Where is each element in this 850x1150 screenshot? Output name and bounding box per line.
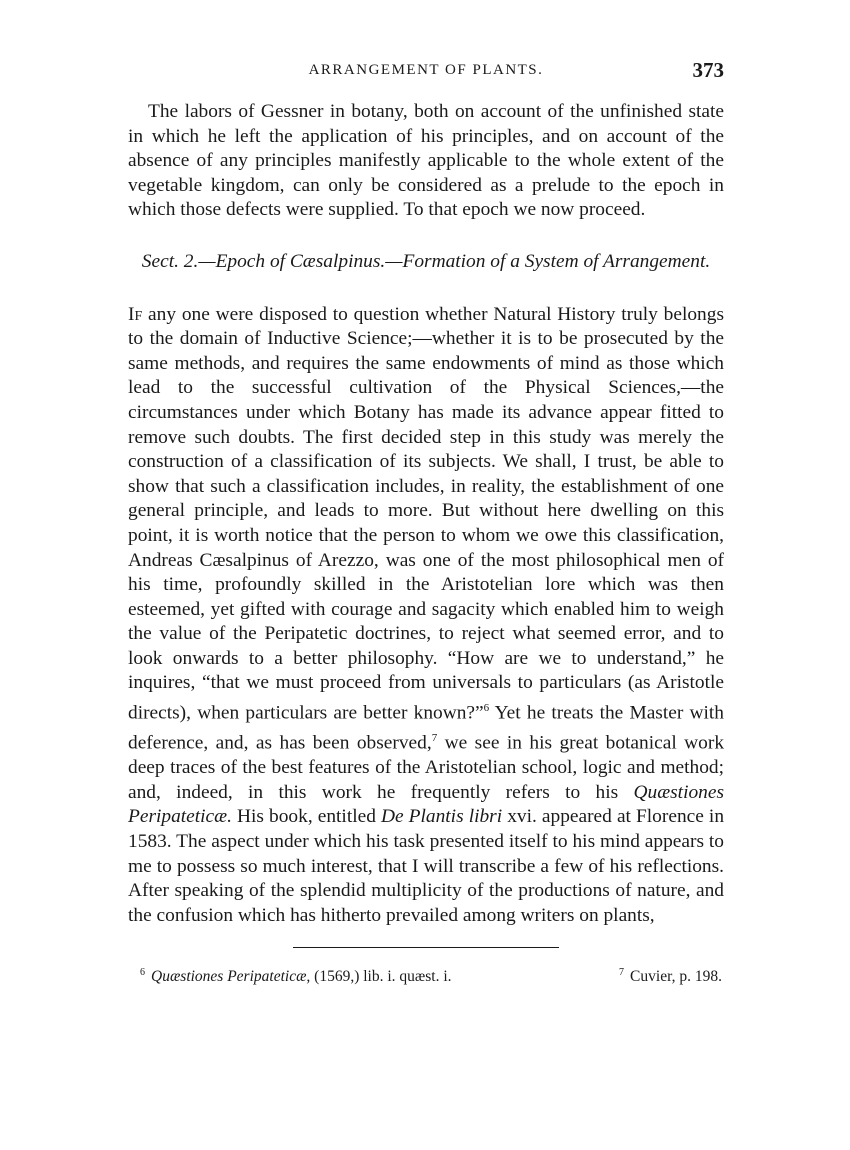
footnote-7 (619, 967, 722, 986)
section-title: Epoch of Cæsalpinus.—Formation of a System of Arrangement. (215, 250, 711, 272)
footnote-rule (293, 947, 559, 948)
running-title: ARRANGEMENT OF PLANTS. (308, 62, 544, 78)
book-page (128, 58, 724, 991)
paragraph-caesalpinus (128, 303, 724, 929)
footnotes (128, 967, 724, 991)
running-head (128, 58, 724, 88)
italic-title-de-plantis: De Plantis libri (380, 806, 503, 828)
section-heading (128, 250, 724, 275)
footnote-7-mark: 7 (619, 967, 625, 979)
paragraph-text-a: any one were disposed to question whether Natural History truly belongs to the domain of Inductive Science;—whether it is to be prosecuted by the same methods, and requires the same endowments of mind as those which lead to the successful cultivation of the Physical Sciences,—the circumstances under which Botany has made its advance appear fitted to remove such doubts. The first decided step in this study was merely the construction of a classification of its subjects. We shall, I trust, be able to show that such a classification includes, in reality, the establishment of one general principle, and leads to more. But without here dwelling on this point, it is worth notice that the person to whom we owe this classification, Andreas Cæsalpinus of Arezzo, was one of the most philosophical men of his time, profoundly skilled in the Aristotelian lore which was then esteemed, yet gifted with courage and sagacity which enabled him to weigh the value of the Peripatetic doctrines, to reject what seemed error, and to look onwards to a better philosophy. “How are we to understand,” he inquires, “that we must proceed from universals to particulars (as Aristotle directs), when particulars are better known?” (128, 303, 724, 724)
paragraph-text-d: His book, entitled (231, 806, 381, 828)
section-prefix: Sect. 2.— (141, 250, 216, 272)
paragraph-text-b: Yet he treats the Master with deference, and, as has been observed, (128, 702, 724, 754)
page-number: 373 (692, 58, 724, 82)
paragraph-text-e: xvi. appeared at Florence in 1583. The aspect under which his task presented itself to his mind appears to me to possess so much interest, that I will transcribe a few of his reflections. After speaking of the splendid multiplicity of the productions of nature, and the confusion which has hitherto prevailed among writers on plants, (128, 806, 725, 926)
paragraph-text-c: we see in his great botanical work deep traces of the best features of the Aristotelian school, logic and method; and, indeed, in this work he frequently refers to his (128, 732, 725, 803)
footnote-ref-6: 6 (483, 702, 490, 715)
footnote-6 (140, 967, 452, 986)
footnote-7-text: Cuvier, p. 198. (630, 968, 722, 986)
italic-title-quaestiones: Quæstiones Peripateticæ. (128, 781, 724, 828)
footnote-6-mark: 6 (140, 967, 145, 979)
footnote-6-text: (1569,) lib. i. quæst. i. (310, 968, 452, 986)
footnote-ref-7: 7 (431, 732, 438, 745)
paragraph-gessner: The labors of Gessner in botany, both on account of the unfinished state in which he left the application of his principles, and on account of the absence of any principles manifestly applicable to the whole extent of the vegetable kingdom, can only be considered as a prelude to the epoch in which those defects were supplied. To that epoch we now proceed. (128, 101, 724, 221)
lead-word: If (128, 303, 143, 325)
footnote-6-title: Quæstiones Peripateticæ, (151, 968, 311, 986)
